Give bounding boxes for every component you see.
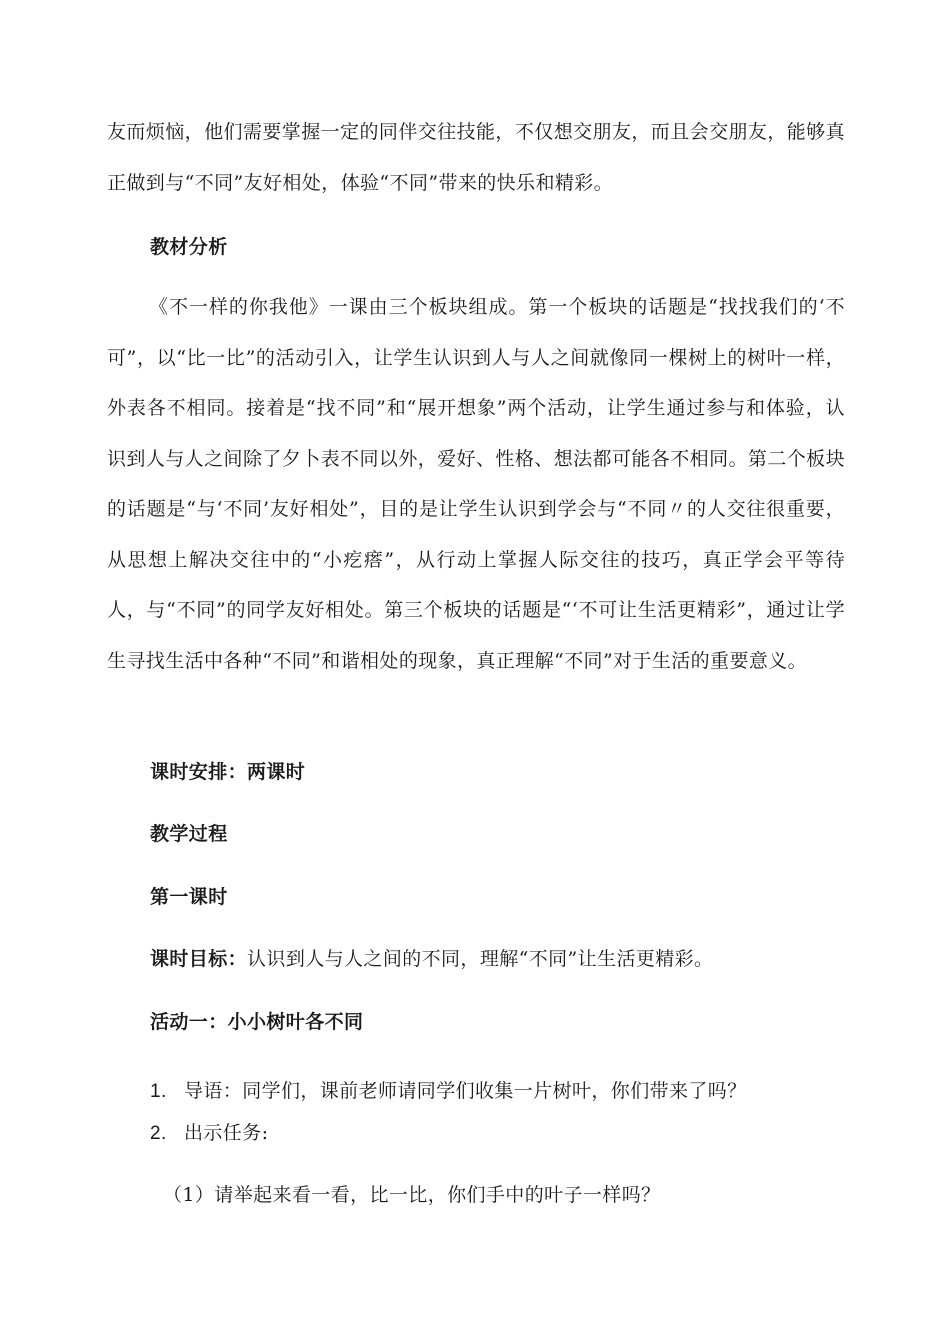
lesson-goal-label: 课时目标： bbox=[150, 948, 248, 970]
list-text: 导语：同学们，课前老师请同学们收集一片树叶，你们带来了吗？ bbox=[184, 1080, 747, 1102]
list-number: 1. bbox=[150, 1081, 167, 1102]
list-text: 出示任务: bbox=[184, 1122, 269, 1144]
paragraph-material-analysis bbox=[107, 282, 845, 686]
paragraph-text: 《不一样的你我他》一课由三个板块组成。第一个板块的话题是“找找我们的‘不可”，以“比一比”的活动引入，让学生认识到人与人之间就像同一棵树上的树叶一样，外表各不相同。接着是“找不同”和“展开想象”两个活动，让学生通过参与和体验，认识到人与人之间除了夕卜表不同以外，爱好、性格、想法都可能各不相同。第二个板块的话题是“与‘不同’友好相处”，目的是让学生认识到学会与“不同〃的人交往很重要，从思想上解决交往中的“小疙瘩”，从行动上掌握人际交往的技巧，真正学会平等待人，与“不同”的同学友好相处。第三个板块的话题是“‘不可让生活更精彩”，通过让学生寻找生活中各种“不同”和谐相处的现象，真正理解“不同”对于生活的重要意义。 bbox=[107, 296, 845, 672]
sub-list-item: （1）请举起来看一看，比一比，你们手中的叶子一样吗？ bbox=[163, 1184, 661, 1206]
paragraph-text: 友而烦恼，他们需要掌握一定的同伴交往技能，不仅想交朋友，而且会交朋友，能够真正做到与“不同”友好相处，体验“不同”带来的快乐和精彩。 bbox=[107, 121, 845, 194]
lesson-goal-text: 认识到人与人之间的不同，理解“不同”让生活更精彩。 bbox=[247, 948, 714, 970]
list-number: 2. bbox=[150, 1123, 167, 1144]
list-item bbox=[150, 1076, 747, 1103]
heading-material-analysis: 教材分析 bbox=[150, 236, 228, 258]
heading-teaching-process: 教学过程 bbox=[150, 823, 228, 845]
paragraph-continued bbox=[107, 107, 845, 208]
heading-schedule: 课时安排：两课时 bbox=[150, 761, 306, 783]
heading-activity-one: 活动一：小小树叶各不同 bbox=[150, 1011, 364, 1033]
heading-lesson-one: 第一课时 bbox=[150, 886, 228, 908]
lesson-goal bbox=[150, 944, 713, 971]
list-item bbox=[150, 1118, 268, 1145]
